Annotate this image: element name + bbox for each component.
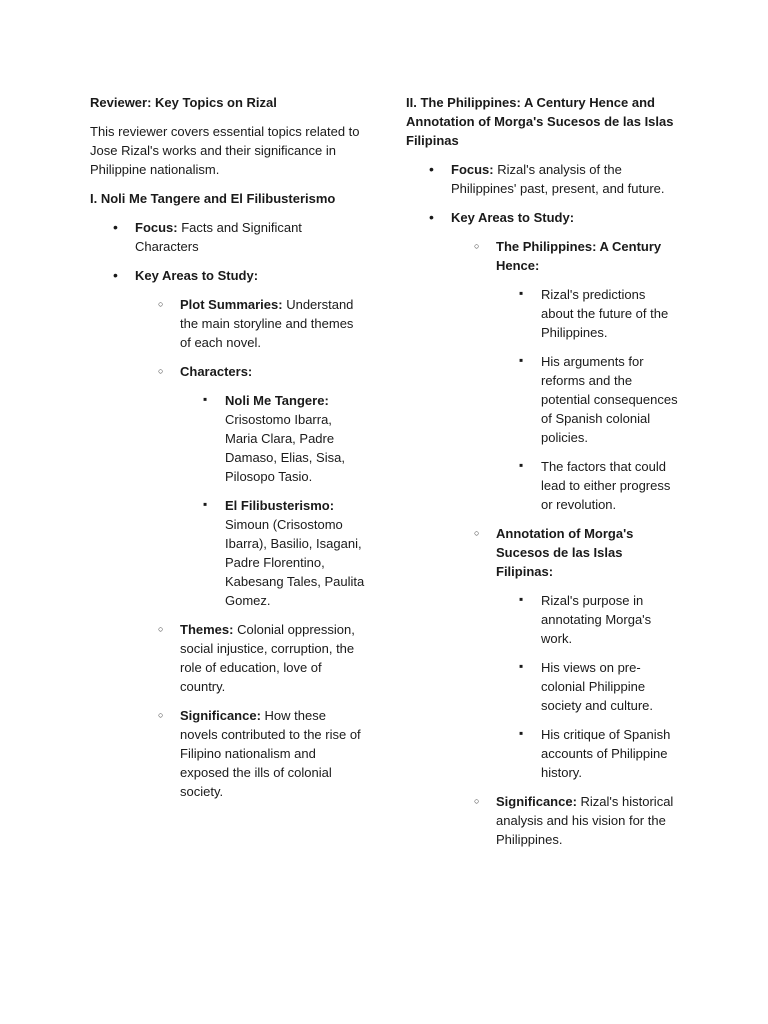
century-hence-list bbox=[541, 285, 681, 514]
key-areas-list bbox=[180, 295, 365, 801]
noli-characters-item bbox=[225, 391, 365, 486]
key-areas-label: Key Areas to Study: bbox=[451, 210, 575, 225]
focus-text: Rizal's analysis of the Philippines' past, present, and future. bbox=[451, 162, 665, 196]
morga-annotation-item bbox=[496, 524, 681, 782]
significance-list bbox=[496, 792, 681, 849]
noli-label: Noli Me Tangere: bbox=[225, 393, 329, 408]
significance-item bbox=[180, 706, 365, 801]
themes-item bbox=[180, 620, 365, 696]
morga-point: ▪ His views on pre-colonial Philippine society and culture. bbox=[541, 658, 681, 715]
focus-item bbox=[135, 218, 365, 256]
characters-list bbox=[225, 391, 365, 610]
century-point: ▪ His arguments for reforms and the potential consequences of Spanish colonial policies. bbox=[541, 352, 681, 447]
century-hence-item bbox=[496, 237, 681, 514]
morga-point: ▪ Rizal's purpose in annotating Morga's work. bbox=[541, 591, 681, 648]
document-title: Reviewer: Key Topics on Rizal bbox=[90, 95, 277, 110]
section-heading-2: II. The Philippines: A Century Hence and Annotation of Morga's Sucesos de las Islas Filipinas bbox=[406, 95, 674, 148]
themes-text: Colonial oppression, social injustice, corruption, the role of education, love of country. bbox=[180, 622, 355, 694]
morga-annotation-list bbox=[541, 591, 681, 782]
morga-point: ▪ His critique of Spanish accounts of Philippine history. bbox=[541, 725, 681, 782]
focus-label: Focus: bbox=[135, 220, 178, 235]
focus-label: Focus: bbox=[451, 162, 494, 177]
fili-label: El Filibusterismo: bbox=[225, 498, 335, 513]
left-column bbox=[90, 90, 365, 811]
plot-text: Understand the main storyline and themes of each novel. bbox=[180, 297, 354, 350]
significance-label: Significance: bbox=[496, 794, 577, 809]
intro-paragraph: This reviewer covers essential topics related to Jose Rizal's works and their significance in Philippine nationalism. bbox=[90, 124, 360, 177]
significance-item bbox=[496, 792, 681, 849]
right-column bbox=[406, 90, 681, 859]
focus-item bbox=[451, 160, 681, 198]
morga-label: Annotation of Morga's Sucesos de las Islas Filipinas: bbox=[496, 526, 634, 579]
key-areas-label: Key Areas to Study: bbox=[135, 268, 259, 283]
key-areas-item bbox=[135, 266, 365, 801]
significance-text: Rizal's historical analysis and his vision for the Philippines. bbox=[496, 794, 674, 847]
key-areas-item bbox=[451, 208, 681, 782]
section-heading-1: I. Noli Me Tangere and El Filibusterismo bbox=[90, 191, 336, 206]
section-2-list bbox=[451, 160, 681, 782]
century-point: ▪ Rizal's predictions about the future of the Philippines. bbox=[541, 285, 681, 342]
significance-label: Significance: bbox=[180, 708, 261, 723]
focus-text: Facts and Significant Characters bbox=[135, 220, 302, 254]
century-point: ▪ The factors that could lead to either progress or revolution. bbox=[541, 457, 681, 514]
century-label: The Philippines: A Century Hence: bbox=[496, 239, 662, 273]
characters-item bbox=[180, 362, 365, 610]
plot-summaries-item bbox=[180, 295, 365, 352]
significance-text: How these novels contributed to the rise of Filipino nationalism and exposed the ills of colonial society. bbox=[180, 708, 361, 799]
fili-text: Simoun (Crisostomo Ibarra), Basilio, Isagani, Padre Florentino, Kabesang Tales, Paulita Gomez. bbox=[225, 517, 365, 608]
section-1-list bbox=[135, 218, 365, 801]
themes-label: Themes: bbox=[180, 622, 234, 637]
characters-label: Characters: bbox=[180, 364, 253, 379]
noli-text: Crisostomo Ibarra, Maria Clara, Padre Damaso, Elias, Sisa, Pilosopo Tasio. bbox=[225, 412, 345, 484]
fili-characters-item bbox=[225, 496, 365, 610]
plot-label: Plot Summaries: bbox=[180, 297, 283, 312]
key-areas-list bbox=[496, 237, 681, 782]
